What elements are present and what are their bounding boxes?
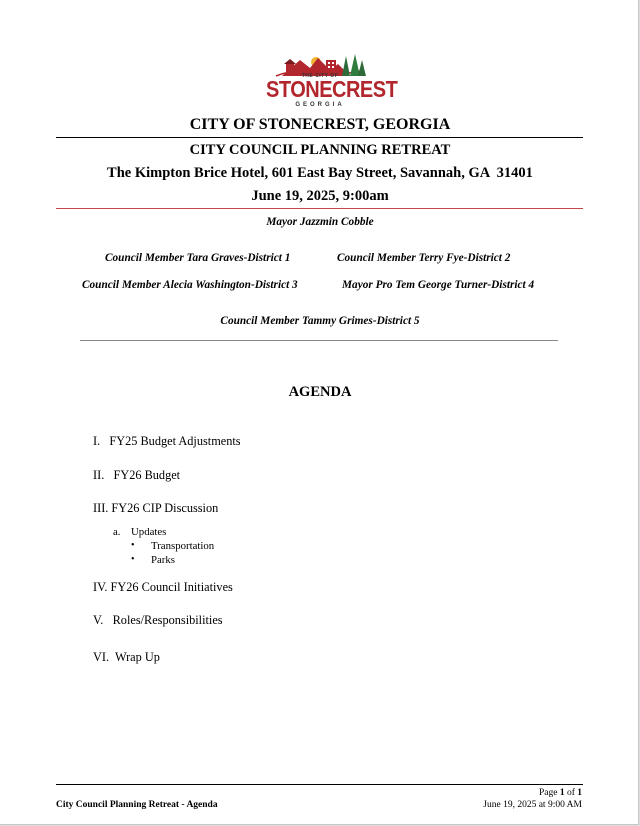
agenda-item: VI. Wrap Up <box>93 650 160 664</box>
footer-page-number <box>539 788 582 798</box>
logo-state: GEORGIA <box>295 102 345 108</box>
bullet-item: Parks <box>151 554 175 566</box>
page-of: of <box>564 788 578 798</box>
footer-divider <box>56 784 583 785</box>
event-venue: The Kimpton Brice Hotel, 601 East Bay Street, Savannah, GA 31401 <box>107 165 533 181</box>
event-date: June 19, 2025, 9:00am <box>251 188 389 204</box>
agenda-item: II. FY26 Budget <box>93 468 181 482</box>
logo-the-city-of: THE CITY OF <box>301 73 339 79</box>
document-title: CITY OF STONECREST, GEORGIA <box>189 116 451 133</box>
sub-item-label: Updates <box>131 526 167 538</box>
council-member-district-5: Council Member Tammy Grimes-District 5 <box>220 315 420 327</box>
event-name: CITY COUNCIL PLANNING RETREAT <box>189 142 451 158</box>
mayor-name: Mayor Jazzmin Cobble <box>266 216 374 228</box>
agenda-title: AGENDA <box>288 384 352 400</box>
council-member-district-2: Council Member Terry Fye-District 2 <box>337 252 511 264</box>
title-divider <box>56 137 583 138</box>
council-member-district-1: Council Member Tara Graves-District 1 <box>105 252 291 264</box>
mayor-pro-tem-district-4: Mayor Pro Tem George Turner-District 4 <box>342 279 535 291</box>
sub-item-marker: a. <box>113 526 121 538</box>
bullet-glyph: • <box>131 540 135 551</box>
agenda-item: V. Roles/Responsibilities <box>93 613 223 627</box>
page-current: 1 <box>559 788 565 798</box>
header-divider <box>56 208 583 209</box>
logo-city-name: STONECREST <box>266 77 398 103</box>
footer-date: June 19, 2025 at 9:00 AM <box>483 800 582 810</box>
stonecrest-logo <box>266 50 398 112</box>
bullet-glyph: • <box>131 554 135 565</box>
council-member-district-3: Council Member Alecia Washington-District 3 <box>82 279 298 291</box>
agenda-item: I. FY25 Budget Adjustments <box>93 434 241 448</box>
page-word: Page <box>538 788 560 798</box>
bullet-item: Transportation <box>151 540 215 552</box>
footer-document-name: City Council Planning Retreat - Agenda <box>56 800 218 810</box>
officials-divider <box>80 340 558 341</box>
agenda-item: IV. FY26 Council Initiatives <box>93 580 233 594</box>
agenda-item: III. FY26 CIP Discussion <box>93 501 219 515</box>
page-total: 1 <box>577 788 582 798</box>
